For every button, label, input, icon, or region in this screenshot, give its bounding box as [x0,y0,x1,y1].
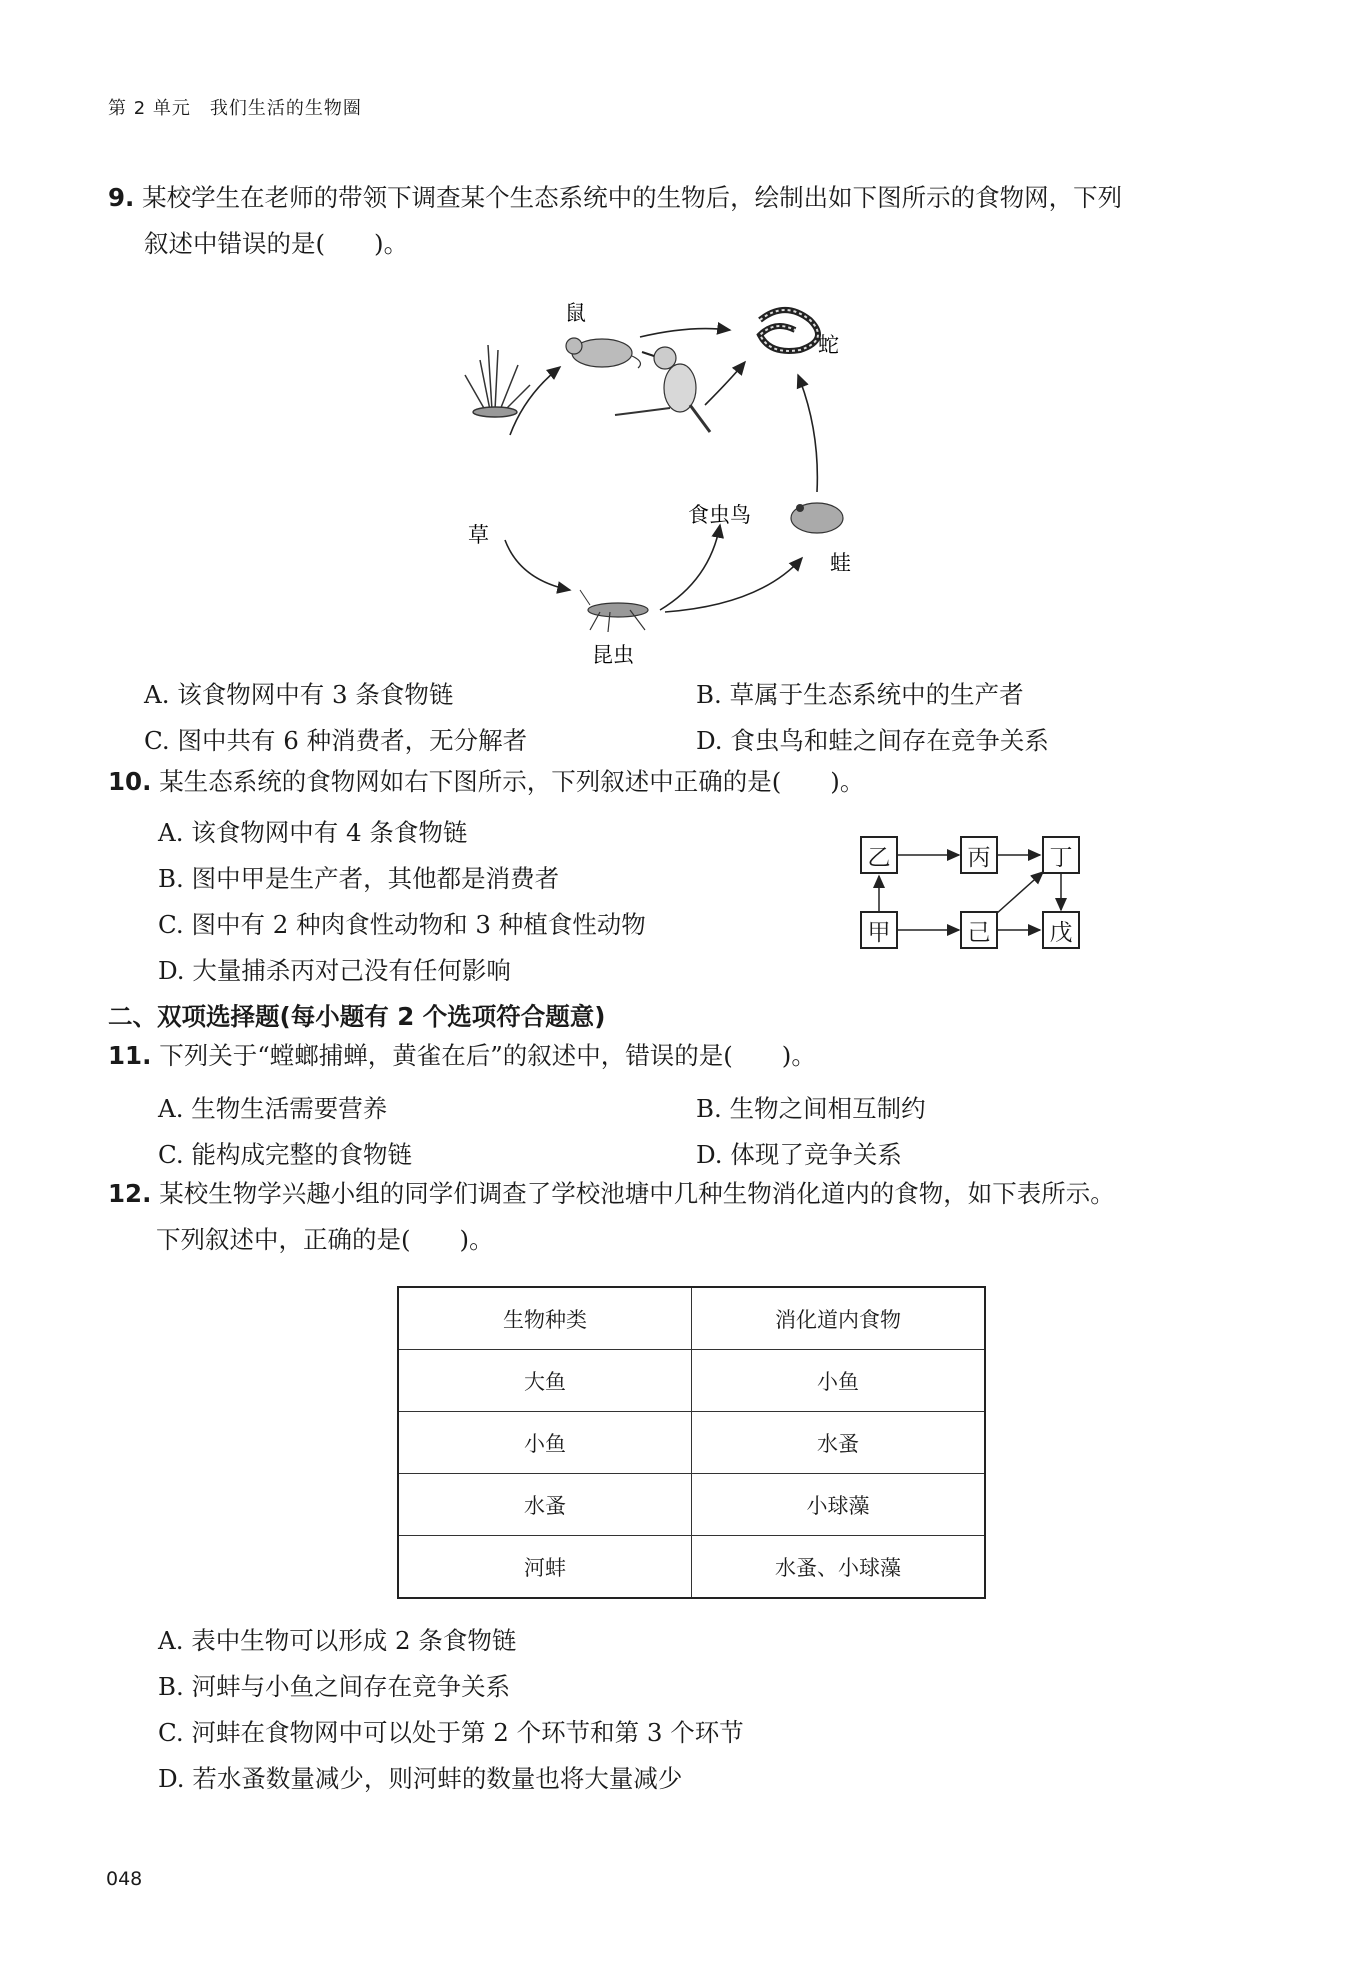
q9-text-line1: 某校学生在老师的带领下调查某个生态系统中的生物后，绘制出如下图所示的食物网，下列 [142,183,1123,212]
node-wu: 戊 [1042,911,1080,949]
q12-number: 12. [108,1179,152,1208]
label-frog: 蛙 [830,551,851,575]
q12-option-c: C. 河蚌在食物网中可以处于第 2 个环节和第 3 个环节 [158,1718,744,1747]
arrow-frog-snake [798,375,817,492]
table-cell: 小鱼 [692,1350,986,1412]
food-web-figure [440,290,880,670]
grass-illustration [465,345,530,417]
table-row [398,1412,985,1474]
q9-option-b: B. 草属于生态系统中的生产者 [696,680,1024,709]
frog-illustration [791,503,843,533]
q9-text-line2: 叙述中错误的是( )。 [144,229,409,258]
section-double-choice-heading: 二、双项选择题(每小题有 2 个选项符合题意) [108,1002,606,1031]
q10-option-d: D. 大量捕杀丙对己没有任何影响 [158,956,511,985]
table-cell: 河蚌 [398,1536,692,1599]
table-cell: 大鱼 [398,1350,692,1412]
q10-option-b: B. 图中甲是生产者，其他都是消费者 [158,864,560,893]
label-insect: 昆虫 [592,643,634,667]
table-cell: 小球藻 [692,1474,986,1536]
insect-illustration [580,590,648,632]
node-jia: 甲 [860,911,898,949]
q9-option-c: C. 图中共有 6 种消费者，无分解者 [144,726,528,755]
q12-text-line1: 某校生物学兴趣小组的同学们调查了学校池塘中几种生物消化道内的食物，如下表所示。 [159,1179,1115,1208]
table-row [398,1350,985,1412]
page-number: 048 [106,1868,143,1890]
q9-number: 9. [108,183,135,212]
q11-option-b: B. 生物之间相互制约 [696,1094,926,1123]
table-header-cell: 生物种类 [398,1287,692,1350]
table-cell: 小鱼 [398,1412,692,1474]
q9-option-a: A. 该食物网中有 3 条食物链 [144,680,454,709]
q12-option-d: D. 若水蚤数量减少，则河蚌的数量也将大量减少 [158,1764,683,1793]
table-cell: 水蚤 [692,1412,986,1474]
table-cell: 水蚤、小球藻 [692,1536,986,1599]
q11-option-d: D. 体现了竞争关系 [696,1140,902,1169]
label-grass: 草 [468,523,489,547]
q12-line1 [108,1179,1115,1208]
q10-line [108,767,865,796]
label-bird: 食虫鸟 [688,503,751,527]
label-mouse: 鼠 [565,301,586,325]
q10-food-web-diagram [860,830,1090,960]
node-ji: 己 [960,911,998,949]
node-bing: 丙 [960,836,998,874]
mouse-illustration [566,338,640,368]
node-ding: 丁 [1042,836,1080,874]
q12-option-b: B. 河蚌与小鱼之间存在竞争关系 [158,1672,511,1701]
q10-text: 某生态系统的食物网如右下图所示，下列叙述中正确的是( )。 [159,767,865,796]
q11-option-c: C. 能构成完整的食物链 [158,1140,412,1169]
q10-number: 10. [108,767,152,796]
node-yi: 乙 [860,836,898,874]
table-header-cell: 消化道内食物 [692,1287,986,1350]
table-row [398,1536,985,1599]
q11-line [108,1041,816,1070]
q11-option-a: A. 生物生活需要营养 [158,1094,388,1123]
q12-food-table [397,1286,986,1599]
arrow-insect-bird [660,525,720,610]
q9-line1 [108,183,1123,212]
table-cell: 水蚤 [398,1474,692,1536]
q10-option-a: A. 该食物网中有 4 条食物链 [158,818,468,847]
snake-illustration [760,310,818,351]
arrow-grass-mouse [510,367,560,435]
q9-option-d: D. 食虫鸟和蛙之间存在竞争关系 [696,726,1049,755]
q12-option-a: A. 表中生物可以形成 2 条食物链 [158,1626,517,1655]
label-snake: 蛇 [818,333,839,357]
q10-option-c: C. 图中有 2 种肉食性动物和 3 种植食性动物 [158,910,646,939]
table-header-row [398,1287,985,1350]
arrow-mouse-snake [640,329,730,337]
q12-text-line2: 下列叙述中，正确的是( )。 [156,1225,494,1254]
table-row [398,1474,985,1536]
arrow-grass-insect [505,540,570,590]
unit-header: 第 2 单元 我们生活的生物圈 [108,98,362,119]
arrow-bird-snake [705,362,745,405]
q11-number: 11. [108,1041,152,1070]
arrow-insect-frog [665,558,802,612]
q11-text: 下列关于“螳螂捕蝉，黄雀在后”的叙述中，错误的是( )。 [159,1041,816,1070]
